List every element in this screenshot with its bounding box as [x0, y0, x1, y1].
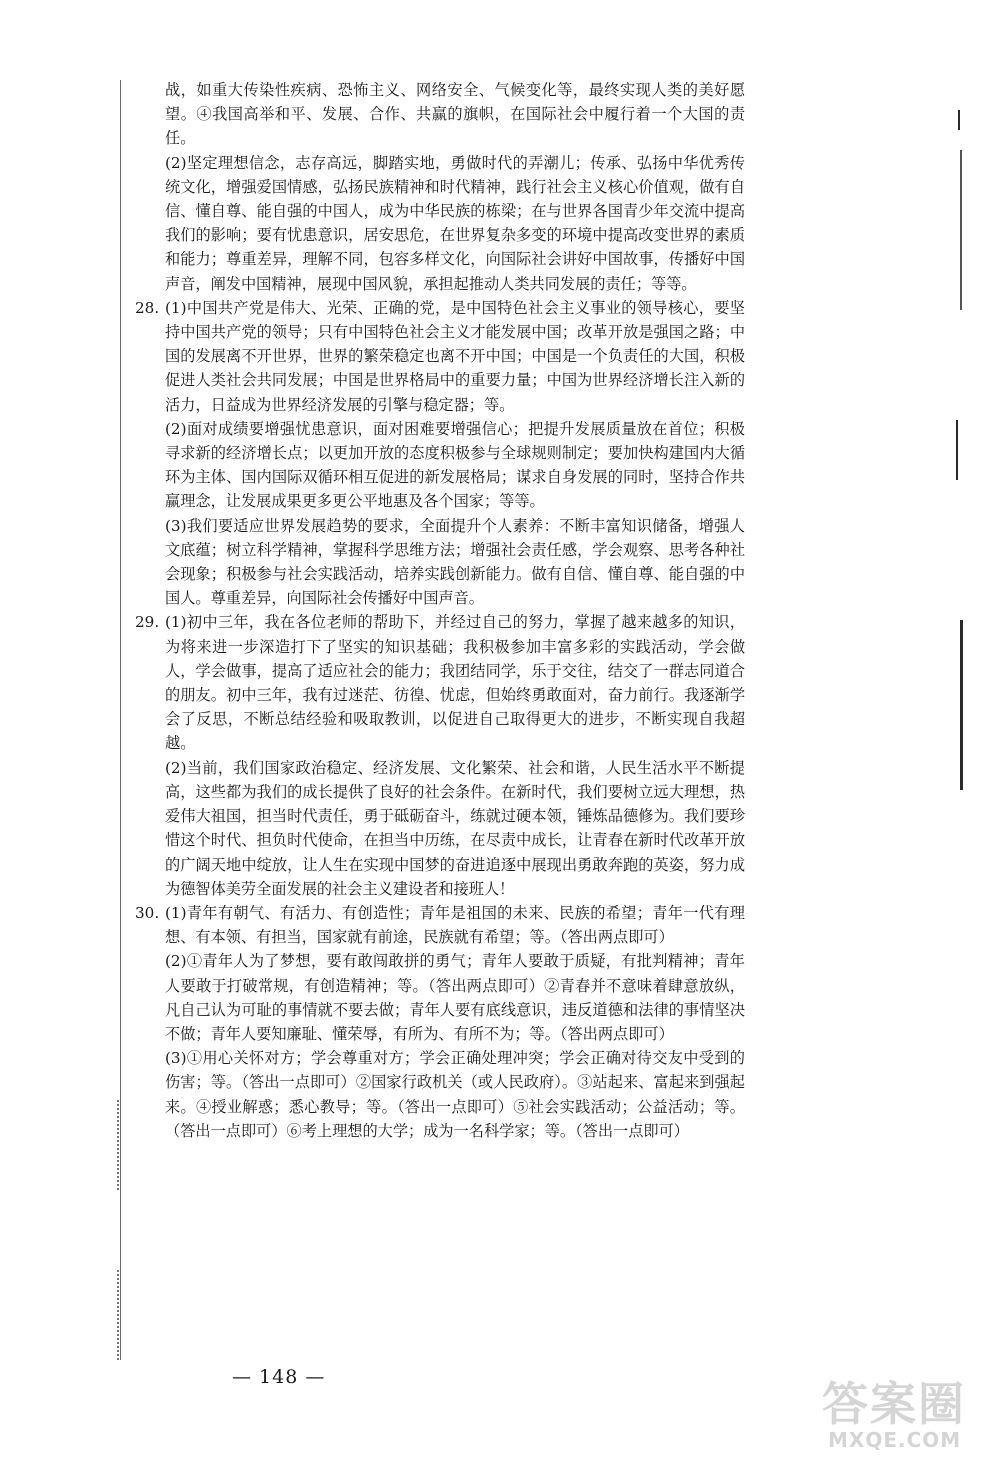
- question-number: 29.: [135, 613, 160, 632]
- q27-continuation: [135, 78, 745, 296]
- paragraph: (2)当前，我们国家政治稳定、经济发展、文化繁荣、社会和谐，人民生活水平不断提高，这些都为我们的成长提供了良好的社会条件。在新时代，我们要树立远大理想，热爱伟大祖国，担当时代责任，勇于砥砺奋斗，练就过硬本领，锤炼品德修为。我们要珍惜这个时代、担负时代使命，在担当中历练，在尽责中成长，让青春在新时代改革开放的广阔天地中绽放，让人生在实现中国梦的奋进追逐中展现出勇敢奔跑的英姿，努力成为德智体美劳全面发展的社会主义建设者和接班人！: [165, 758, 745, 898]
- watermark-url: MXQE.COM: [828, 1428, 962, 1452]
- scan-edge-mark: [956, 420, 958, 480]
- watermark-text: 答案圈: [822, 1377, 966, 1431]
- paragraph: (1)中国共产党是伟大、光荣、正确的党，是中国特色社会主义事业的领导核心，要坚持中国共产党的领导；只有中国特色社会主义才能发展中国；改革开放是强国之路；中国的发展离不开世界，世界的繁荣稳定也离不开中国；中国是一个负责任的大国，积极促进人类社会共同发展；中国是世界格局中的重要力量；中国为世界经济增长注入新的活力，日益成为世界经济发展的引擎与稳定器；等。: [165, 298, 745, 414]
- watermark-logo: [822, 1368, 992, 1454]
- paragraph: (2)坚定理想信念，志存高远，脚踏实地，勇做时代的弄潮儿；传承、弘扬中华优秀传统文化，增强爱国情感，弘扬民族精神和时代精神，践行社会主义核心价值观，做有自信、懂自尊、能自强的中国人，成为中华民族的栋梁；在与世界各国青少年交流中提高我们的影响；要有忧患意识，居安思危，在世界复杂多变的环境中提高改变世界的素质和能力；尊重差异，理解不同，包容多样文化，向国际社会讲好中国故事，传播好中国声音，阐发中国精神，展现中国风貌，承担起推动人类共同发展的责任；等等。: [165, 153, 745, 293]
- scan-edge-mark: [958, 110, 960, 130]
- paragraph: (3)我们要适应世界发展趋势的要求，全面提升个人素养：不断丰富知识储备，增强人文底蕴；树立科学精神，掌握科学思维方法；增强社会责任感，学会观察、思考各种社会现象；积极参与社会实践活动，培养实践创新能力。做有自信、懂自尊、能自强的中国人。尊重差异，向国际社会传播好中国声音。: [165, 516, 745, 608]
- scan-edge-mark: [960, 620, 963, 790]
- question-28: [135, 296, 745, 611]
- answer-content: [135, 78, 745, 1143]
- binding-dots-lower: [117, 1270, 125, 1360]
- question-number: 30.: [135, 903, 160, 922]
- page-number: — 148 —: [232, 1366, 326, 1388]
- question-29: [135, 610, 745, 900]
- question-number: 28.: [135, 298, 160, 317]
- binding-dots-upper: [117, 1100, 125, 1190]
- question-30: [135, 901, 745, 1143]
- paragraph: (1)青年有朝气、有活力、有创造性；青年是祖国的未来、民族的希望；青年一代有理想、有本领、有担当，国家就有前途，民族就有希望；等。（答出两点即可）: [165, 903, 745, 947]
- paragraph: (2)面对成绩要增强忧患意识，面对困难要增强信心；把提升发展质量放在首位；积极寻求新的经济增长点；以更加开放的态度积极参与全球规则制定；要加快构建国内大循环为主体、国内国际双循环相互促进的新发展格局；谋求自身发展的同时，坚持合作共赢理念，让发展成果更多更公平地惠及各个国家；等等。: [165, 419, 745, 511]
- paragraph: (3)①用心关怀对方；学会尊重对方；学会正确处理冲突；学会正确对待交友中受到的伤害；等。（答出一点即可）②国家行政机关（或人民政府）。③站起来、富起来到强起来。④授业解惑；悉心教导；等。（答出一点即可）⑤社会实践活动；公益活动；等。（答出一点即可）⑥考上理想的大学；成为一名科学家；等。（答出一点即可）: [165, 1049, 745, 1140]
- paragraph: (2)①青年人为了梦想，要有敢闯敢拼的勇气；青年人要敢于质疑，有批判精神；青年人要敢于打破常规，有创造精神；等。（答出两点即可）②青春并不意味着肆意放纵，凡自己认为可耻的事情就不要去做；青年人要有底线意识，违反道德和法律的事情坚决不做；青年人要知廉耻、懂荣辱，有所为、有所不为；等。（答出两点即可）: [165, 952, 745, 1043]
- scan-edge-mark: [960, 150, 962, 310]
- paragraph: (1)初中三年，我在各位老师的帮助下，并经过自己的努力，掌握了越来越多的知识，为将来进一步深造打下了坚实的知识基础；我积极参加丰富多彩的实践活动，学会做人，学会做事，提高了适应社会的能力；我团结同学，乐于交往，结交了一群志同道合的朋友。初中三年，我有过迷茫、彷徨、忧虑，但始终勇敢面对，奋力前行。我逐渐学会了反思，不断总结经验和吸取教训，以促进自己取得更大的进步，不断实现自我超越。: [165, 613, 745, 753]
- paragraph: 战，如重大传染性疾病、恐怖主义、网络安全、气候变化等，最终实现人类的美好愿望。④我国高举和平、发展、合作、共赢的旗帜，在国际社会中履行着一个大国的责任。: [165, 81, 745, 148]
